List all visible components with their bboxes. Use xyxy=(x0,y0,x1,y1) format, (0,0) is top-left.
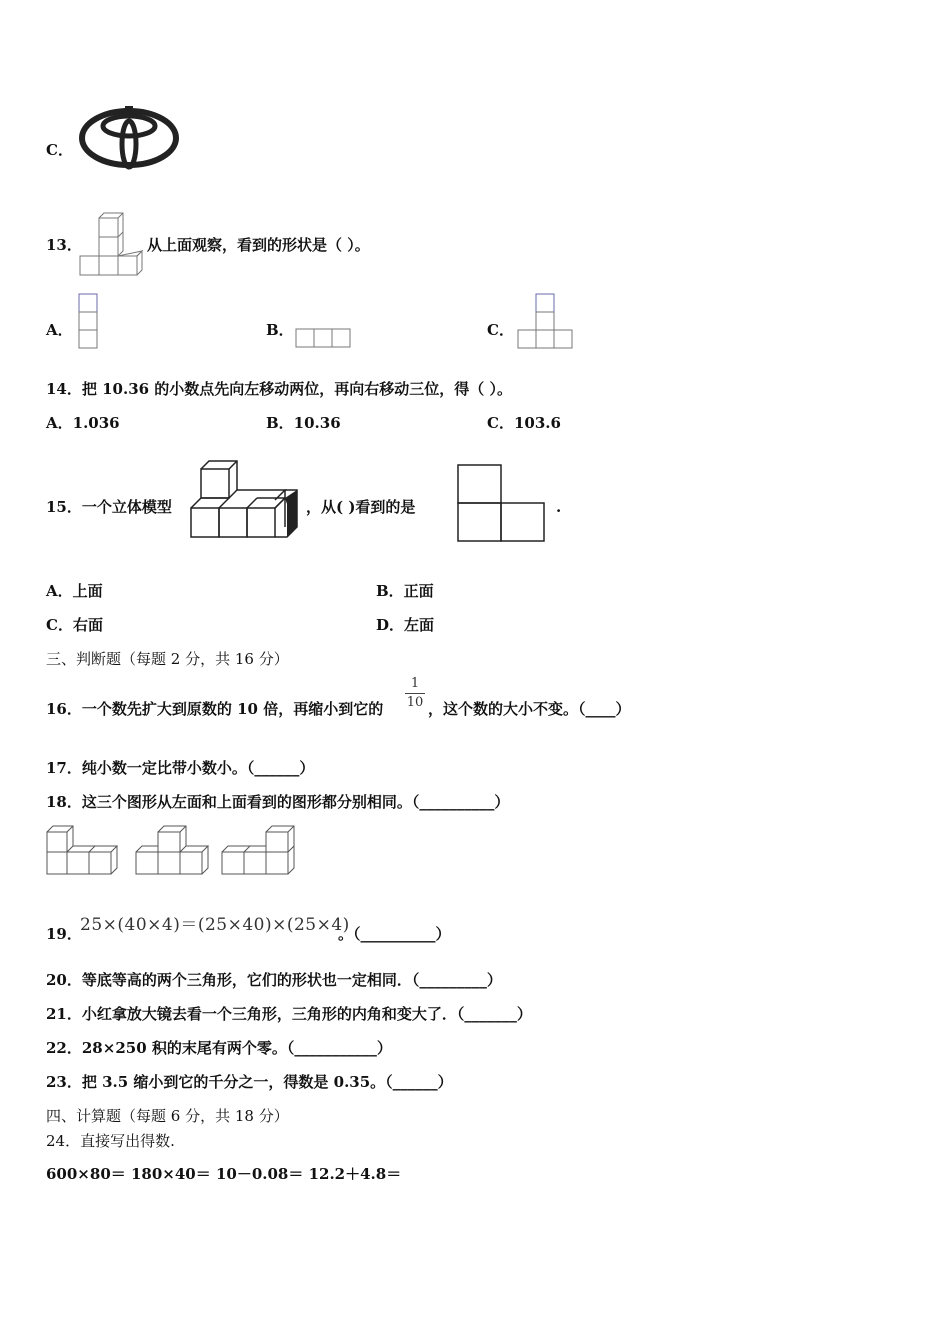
q20-question: 20．等底等高的两个三角形，它们的形状也一定相同．（_________） xyxy=(46,971,502,989)
q14-option-c: C．103.6 xyxy=(487,414,561,432)
q15-middle-text: ，从( )看到的是 xyxy=(306,498,416,516)
car-logo-image xyxy=(78,104,180,170)
q13-option-c-figure xyxy=(517,292,575,352)
q14-question: 14．把 10.36 的小数点先向左移动两位，再向右移动三位，得（ ）。 xyxy=(46,380,513,398)
q13-option-b-figure xyxy=(295,328,353,348)
q18-figure-1 xyxy=(44,823,124,879)
q16-fraction xyxy=(404,676,426,711)
q22-question: 22．28×250 积的末尾有两个零。（___________） xyxy=(46,1039,392,1057)
q13-question: 从上面观察，看到的形状是（ ）。 xyxy=(147,236,370,254)
q16-fraction-denominator: 10 xyxy=(406,695,424,710)
q19-number: 19． xyxy=(46,925,82,943)
q14-option-b: B．10.36 xyxy=(266,414,341,432)
q13-option-a-figure xyxy=(78,293,98,351)
q15-option-a: A．上面 xyxy=(46,582,103,600)
q13-option-a-label: A． xyxy=(46,321,73,339)
q19-formula: 25×(40×4)＝(25×40)×(25×4) xyxy=(80,915,350,935)
q16-text-before: 16．一个数先扩大到原数的 10 倍，再缩小到它的 xyxy=(46,700,384,718)
section4-title: 四、计算题（每题 6 分，共 18 分） xyxy=(46,1107,289,1125)
q13-option-c-label: C． xyxy=(487,321,514,339)
q13-option-b-label: B． xyxy=(266,321,294,339)
q18-figure-2 xyxy=(134,823,214,879)
q17-question: 17．纯小数一定比带小数小。（______） xyxy=(46,759,315,777)
q24-question: 24．直接写出得数. xyxy=(46,1132,175,1150)
q24-problems: 600×80＝ 180×40＝ 10－0.08＝ 12.2＋4.8＝ xyxy=(46,1165,402,1183)
q21-question: 21．小红拿放大镜去看一个三角形，三角形的内角和变大了．（_______） xyxy=(46,1005,532,1023)
section3-title: 三、判断题（每题 2 分，共 16 分） xyxy=(46,650,289,668)
q13-number: 13． xyxy=(46,236,82,254)
q18-question: 18．这三个图形从左面和上面看到的图形都分别相同。（__________） xyxy=(46,793,510,811)
q16-text-after: ，这个数的大小不变。（____） xyxy=(428,700,631,718)
q16-fraction-numerator: 1 xyxy=(410,676,420,691)
q14-option-a: A．1.036 xyxy=(46,414,120,432)
q15-option-b: B．正面 xyxy=(376,582,434,600)
q15-option-d: D．左面 xyxy=(376,616,435,634)
q15-prefix: 15．一个立体模型 xyxy=(46,498,172,516)
q16-fraction-bar xyxy=(405,693,425,694)
q13-cube-figure xyxy=(79,212,147,278)
q15-option-c: C．右面 xyxy=(46,616,103,634)
q19-answer-blank: 。（__________） xyxy=(338,925,451,943)
q15-suffix: . xyxy=(556,498,562,516)
q18-figure-3 xyxy=(220,823,300,879)
q23-question: 23．把 3.5 缩小到它的千分之一，得数是 0.35。（______） xyxy=(46,1073,453,1091)
q15-model-figure xyxy=(189,459,299,539)
q15-view-figure xyxy=(456,463,548,545)
q12-option-c-label: C． xyxy=(46,141,73,159)
